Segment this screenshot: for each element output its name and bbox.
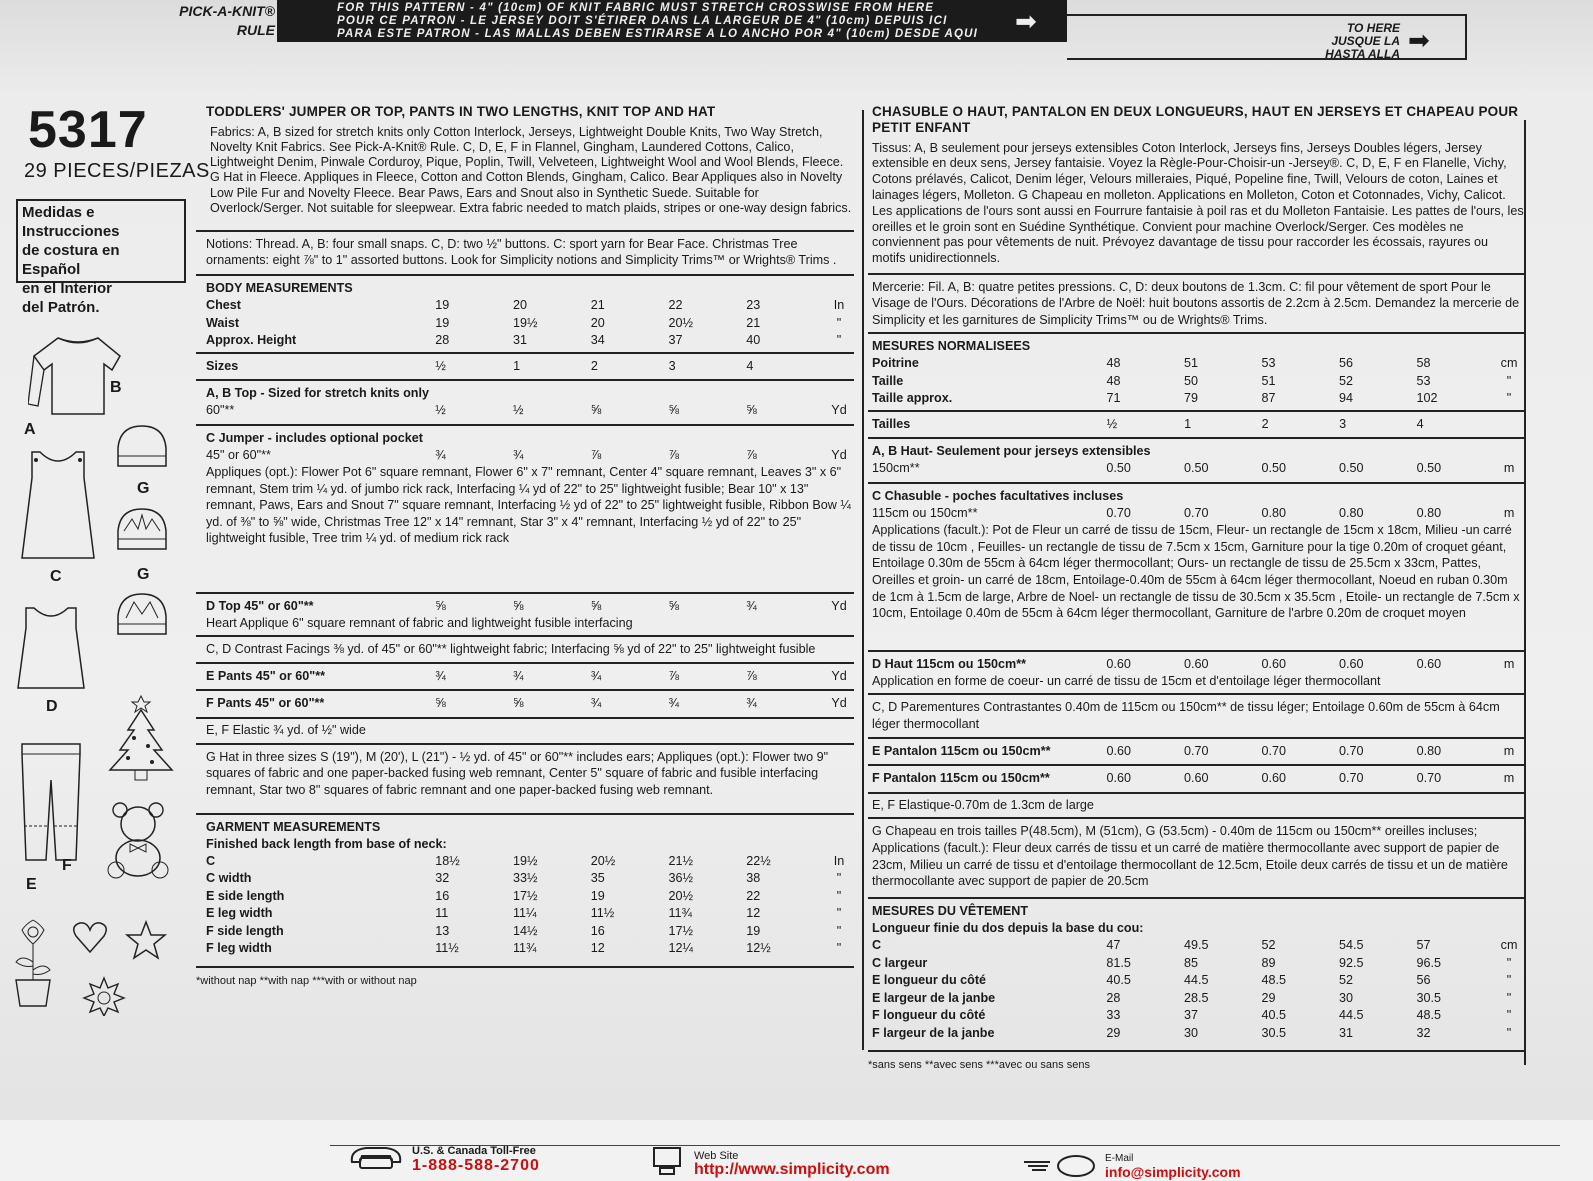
vue-c-metrage xyxy=(868,505,1524,523)
table-row: Approx. Height 28 31 34 37 40 " xyxy=(206,333,842,348)
ef-elastic-text: E, F Elastic ¾ yd. of ½" wide xyxy=(206,722,366,737)
mesures-normalisees-table xyxy=(868,355,1524,408)
table-row: F Pantalon 115cm ou 150cm** 0.60 0.60 0.60 0.70 0.70 m xyxy=(872,771,1515,786)
table-row: F side length 13 14½ 16 17½ 19 " xyxy=(206,923,842,938)
cd-facings-text: C, D Contrast Facings ⅜ yd. of 45" or 60"** lightweight fabric; Interfacing ⅝ yd of 22" to 25" lightweight fusible xyxy=(206,642,816,657)
table-row: Taille 48 50 51 52 53 " xyxy=(872,373,1512,388)
view-label-a: A xyxy=(24,421,36,438)
toll-free-number[interactable]: 1-888-588-2700 xyxy=(412,1157,540,1174)
table-row: Tailles ½ 1 2 3 4 xyxy=(872,416,1424,431)
table-row: F leg width 11½ 11¾ 12 12¼ 12½ " xyxy=(206,941,842,956)
right-border xyxy=(1524,120,1526,1065)
vue-c-title: C Chasuble - poches facultatives incluses xyxy=(872,488,1124,503)
nap-legend: *without nap **with nap ***with or without nap xyxy=(196,974,417,987)
table-row: E Pants 45" or 60"** ¾ ¾ ¾ ⅞ ⅞ Yd xyxy=(206,668,847,683)
table-row: E Pantalon 115cm ou 150cm** 0.60 0.70 0.70 0.70 0.80 m xyxy=(872,743,1515,758)
flower-pot-applique-sketch xyxy=(10,918,56,1008)
arrow-right-icon: ➡ xyxy=(1015,6,1037,36)
table-row: E leg width 11 11¼ 11½ 11¾ 12 " xyxy=(206,906,842,921)
toll-free-label: U.S. & Canada Toll-Free xyxy=(412,1145,536,1157)
star-applique-sketch xyxy=(124,920,168,962)
view-f-yardage xyxy=(196,695,854,713)
table-row: 45" or 60"** ¾ ¾ ⅞ ⅞ ⅞ Yd xyxy=(206,447,847,462)
view-c-title: C Jumper - includes optional pocket xyxy=(206,430,423,445)
english-column xyxy=(196,104,854,990)
email-address[interactable]: info@simplicity.com xyxy=(1105,1164,1241,1180)
pick-a-knit-label: PICK-A-KNIT® RULE xyxy=(179,3,275,38)
view-e-yardage xyxy=(196,668,854,686)
rule-end-label: TO HERE JUSQUE LA HASTA ALLA xyxy=(1325,21,1400,61)
view-ab-title: A, B Top - Sized for stretch knits only xyxy=(206,386,429,401)
garment-measurements-title: GARMENT MEASUREMENTS xyxy=(206,819,381,834)
parementures-text: C, D Parementures Contrastantes 0.40m de 115cm ou 150cm** de tissu léger; Entoilage 0.60m de 55cm à 64cm léger thermocollant xyxy=(872,700,1500,732)
view-e-f-pants-sketch xyxy=(18,740,84,870)
view-d-top-sketch xyxy=(14,604,88,694)
email-icon xyxy=(1020,1148,1100,1178)
elastique-text: E, F Elastique-0.70m de 1.3cm de large xyxy=(872,797,1094,812)
garment-measurements-subtitle: Finished back length from base of neck: xyxy=(206,836,447,851)
view-label-e: E xyxy=(26,876,37,893)
phone-icon xyxy=(346,1140,406,1170)
view-ab-yardage xyxy=(196,402,854,420)
heart-applique-text: Heart Applique 6" square remnant of fabric and lightweight fusible interfacing xyxy=(206,615,633,630)
column-divider xyxy=(862,110,864,1050)
pick-a-knit-band: FOR THIS PATTERN - 4" (10cm) OF KNIT FABRIC MUST STRETCH CROSSWISE FROM HERE POUR CE PATRON - LE JERSEY DOIT S'ÉTIRER DANS LA LARGEUR DE 4" (10cm) DEPUIS ICI PARA ESTE PATRON - LAS MALLAS DEBEN ESTIRARSE A LO ANCHO POR 4" (10cm) DESDE AQUI xyxy=(277,0,1067,42)
table-row: F longueur du côté 33 37 40.5 44.5 48.5 " xyxy=(872,1008,1512,1023)
mesures-vetement-title: MESURES DU VÊTEMENT xyxy=(872,904,1029,919)
pattern-number: 5317 xyxy=(28,101,148,159)
email-label: E-Mail xyxy=(1105,1153,1134,1164)
table-row: 60"** ½ ½ ⅝ ⅝ ⅝ Yd xyxy=(206,403,847,418)
view-g-hat-flower-sketch xyxy=(112,505,172,555)
body-measurements-title: BODY MEASUREMENTS xyxy=(206,281,353,296)
vue-d-metrage xyxy=(868,656,1524,674)
view-g-hat-star-sketch xyxy=(112,590,172,640)
view-label-g-2: G xyxy=(137,566,150,583)
view-d-yardage xyxy=(196,598,854,616)
table-row: 150cm** 0.50 0.50 0.50 0.50 0.50 m xyxy=(872,461,1515,476)
website-label: Web Site xyxy=(694,1150,739,1162)
christmas-tree-applique-sketch xyxy=(104,694,178,786)
piece-count: 29 PIECES/PIEZAS xyxy=(24,160,210,182)
tailles-row xyxy=(868,416,1524,434)
view-label-g: G xyxy=(137,480,150,497)
garment-measurements-table xyxy=(196,853,854,958)
french-title: CHASUBLE O HAUT, PANTALON EN DEUX LONGUEURS, HAUT EN JERSEYS ET CHAPEAU POUR PETIT ENFANT xyxy=(872,104,1519,135)
vue-ab-title: A, B Haut- Seulement pour jerseys extensibles xyxy=(872,444,1151,459)
mesures-vetement-subtitle: Longueur finie du dos depuis la base du cou: xyxy=(872,921,1144,936)
sizes-row xyxy=(196,358,854,376)
computer-icon xyxy=(650,1146,686,1176)
view-label-b: B xyxy=(110,379,122,396)
table-row: E longueur du côté 40.5 44.5 48.5 52 56 " xyxy=(872,973,1512,988)
table-row: E largeur de la janbe 28 28.5 29 30 30.5 " xyxy=(872,990,1512,1005)
table-row: C 18½ 19½ 20½ 21½ 22½ In xyxy=(206,853,845,868)
flower-applique-sketch xyxy=(82,976,126,1016)
french-column xyxy=(868,104,1524,1074)
table-row: Poitrine 48 51 53 56 58 cm xyxy=(872,356,1518,371)
table-row: Chest 19 20 21 22 23 In xyxy=(206,298,845,313)
table-row: F Pants 45" or 60"** ⅝ ⅝ ¾ ¾ ¾ Yd xyxy=(206,696,847,711)
arrow-right-icon: ➡ xyxy=(1408,25,1430,55)
view-b-top-sketch xyxy=(28,334,128,420)
table-row: D Haut 115cm ou 150cm** 0.60 0.60 0.60 0.60 0.60 m xyxy=(872,657,1515,672)
g-hat-text: G Hat in three sizes S (19"), M (20'), L (21") - ½ yd. of 45" or 60"** includes ears; Appliques (opt.): Flower two 9" squares of fabric and one paper-backed fusing web remnant, Center 5" square of fabric and fusible interfacing remnant, Star two 8" squares of fabric remnant and one paper-backed fusing web remnant. xyxy=(206,749,829,797)
body-measurements-table xyxy=(196,297,854,350)
view-c-appliques-text: Appliques (opt.): Flower Pot 6" square remnant, Flower 6" x 7" remnant, Center 4" square remnant, Leaves 3" x 6" remnant, Stem trim ¼ yd. of jumbo rick rack, Interfacing ¼ yd of 22" to 25" lightweight fusible; Bear 10" x 13" remnant, Paws, Ears and Snout 7" square remnant, Interfacing ½ yd of 22" to 25" lightweight fusible, Ribbon Bow ¼ yd. of ⅜" to ⅝" wide, Christmas Tree 12" x 14" remnant, Star 3" x 4" remnant, Interfacing ½ yd of 22" to 25" lightweight fusible, Tree trim ¼ yd. of medium rick rack xyxy=(206,465,851,546)
applications-text: Applications (facult.): Pot de Fleur un carré de tissu de 15cm, Fleur- un rectangle de 15cm x 18cm, Milieu -un carré de tissu de 10cm , Feuilles- un rectangle de tissu de 7.5cm x 15cm, Garniture pour la tige 0.20m of croquet géant, Entoilage 0.30m de 55cm à 64cm léger thermocollant; Ours- un rectangle de tissu de 25.5cm x 33cm, Pattes, Oreilles et groin- un carré de 18cm, Entoilage-0.40m de 55cm à 64cm léger thermocollant, Noeud en ruban 0.30m de 1cm à 1.5cm de large, Arbre de Noel- un rectangle de tissu de 30.5cm x 35.5cm , Etoile- un rectangle de 7.5cm x 10cm, Entoilage 0.40m de 55cm à 64cm léger thermocollant, Garniture de l'arbre 0.20m de croquet moyen xyxy=(872,523,1520,621)
coeur-text: Application en forme de coeur- un carré de tissu de 15cm et d'entoilage léger thermocollant xyxy=(872,673,1381,688)
table-row: Waist 19 19½ 20 20½ 21 " xyxy=(206,315,842,330)
table-row: E side length 16 17½ 19 20½ 22 " xyxy=(206,888,842,903)
fabrics-text: Fabrics: A, B sized for stretch knits only Cotton Interlock, Jerseys, Lightweight Double Knits, Two Way Stretch, Novelty Knit Fabrics. See Pick-A-Knit® Rule. C, D, E, F in Flannel, Gingham, Laundered Cottons, Calico, Lightweight Denim, Pinwale Corduroy, Pique, Poplin, Twill, Velveteen, Lightweight Wool and Wool Blends, Fleece. G Hat in Fleece. Appliques in Fleece, Cotton and Cotton Blends, Gingham, Calico. Bear Appliques also in Novelty Low Pile Fur and Novelty Fleece. Bear Paws, Ears and Snout also in Synthetic Suede. Suitable for Overlock/Serger. Not suitable for sleepwear. Extra fabric needed to match plaids, stripes or one-way design fabrics. xyxy=(210,124,852,215)
view-c-jumper-sketch xyxy=(18,448,98,564)
table-row: C largeur 81.5 85 89 92.5 96.5 " xyxy=(872,955,1512,970)
rule-end-bracket xyxy=(1067,14,1467,60)
view-c-yardage xyxy=(196,447,854,465)
tissus-text: Tissus: A, B seulement pour jerseys extensibles Coton Interlock, Jerseys fins, Jerseys Doubles légers, Jersey extensible en deux sens, Jersey fantaisie. Voyez la Règle-Pour-Choisir-un -Jersey®. C, D, E, F en Flanelle, Vichy, Cotons prélavés, Calicot, Denim léger, Velours milleraies, Piqué, Popeline fine, Twill, Velours de coton, Laines et lainages légers, Molleton. G Chapeau en molleton. Applications en Molleton, Coton et Cotonnades, Vichy, Calicot. Les applications de l'ours sont aussi en Fourrure fantaisie à poil ras et du Molleton Fantaisie. Les pattes de l'ours, les oreilles et le groin sont en Suédine Synthétique. Convient pour machine Overlock/Serger. Ces modèles ne conviennent pas pour vêtements de nuit. Prévoyez davantage de tissu pour raccorder les écossais, rayures ou motifs unidirectionnels. xyxy=(872,140,1524,266)
view-g-hat-sketch xyxy=(112,422,172,472)
table-row: C 47 49.5 52 54.5 57 cm xyxy=(872,938,1518,953)
table-row: Sizes ½ 1 2 3 4 xyxy=(206,358,754,373)
heart-applique-sketch xyxy=(72,920,108,954)
mercerie-text: Mercerie: Fil. A, B: quatre petites pressions. C, D: deux boutons de 1.3cm. C: fil pour vêtement de sport Pour le Visage de l'Ours. Décorations de l'Arbre de Noël: huit boutons assortis de 2.2cm à 2.5cm. Demandez la mercerie de Simplicity et les garnitures de Simplicity Trims™ ou de Wrights® Trims. xyxy=(872,279,1520,327)
chapeau-text: G Chapeau en trois tailles P(48.5cm), M (51cm), G (53.5cm) - 0.40m de 115cm ou 150cm** oreilles incluses; Applications (facult.): Fleur deux carrés de tissu et un carré de matière thermocollante avec support de papier de 23cm, Milieu un carré de tissu et d'entoilage thermocollant de 12.5cm, Etoile deux carrés de tissu et un de matière thermocollante avec support de papier de 20.5cm xyxy=(872,824,1508,889)
table-row: D Top 45" or 60"** ⅝ ⅝ ⅝ ⅝ ¾ Yd xyxy=(206,599,847,614)
table-row: C width 32 33½ 35 36½ 38 " xyxy=(206,871,842,886)
english-title: TODDLERS' JUMPER OR TOP, PANTS IN TWO LENGTHS, KNIT TOP AND HAT xyxy=(206,104,716,119)
table-row: 115cm ou 150cm** 0.70 0.70 0.80 0.80 0.80 m xyxy=(872,505,1515,520)
sens-legend: *sans sens **avec sens ***avec ou sans sens xyxy=(868,1059,1090,1072)
vue-f-metrage xyxy=(868,770,1524,788)
mesures-vetement-table xyxy=(868,937,1524,1042)
bear-applique-sketch xyxy=(104,800,172,880)
website-link[interactable]: http://www.simplicity.com xyxy=(694,1161,890,1178)
view-label-f: F xyxy=(62,857,72,874)
mesures-normalisees-title: MESURES NORMALISEES xyxy=(872,339,1031,354)
table-row: Taille approx. 71 79 87 94 102 " xyxy=(872,391,1512,406)
table-row: F largeur de la janbe 29 30 30.5 31 32 " xyxy=(872,1025,1512,1040)
view-label-d: D xyxy=(46,698,58,715)
vue-e-metrage xyxy=(868,743,1524,761)
notions-text: Notions: Thread. A, B: four small snaps. C, D: two ½" buttons. C: sport yarn for Bear Face. Christmas Tree ornaments: eight ⅞" to 1" assorted buttons. Look for Simplicity notions and Simplicity Trims™ or Wrights® Trims . xyxy=(206,237,837,268)
vue-ab-metrage xyxy=(868,460,1524,478)
spanish-instructions-note: Medidas e Instrucciones de costura en Español en el Interior del Patrón. xyxy=(16,199,186,283)
view-label-c: C xyxy=(50,568,62,585)
